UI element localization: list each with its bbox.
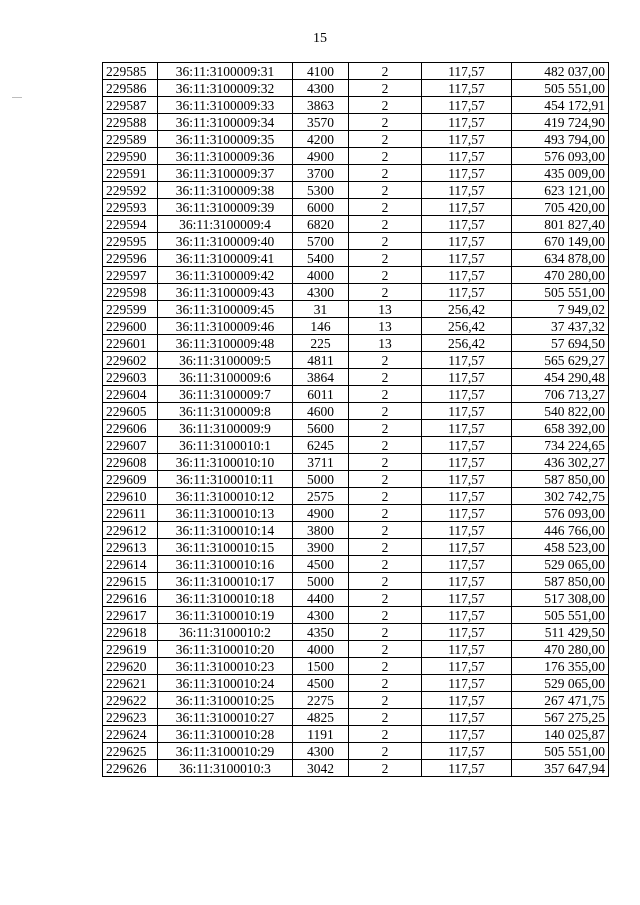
cadastral-number-cell: 36:11:3100009:7 [158, 386, 293, 403]
cadastral-value-cell: 587 850,00 [512, 471, 609, 488]
table-row [103, 97, 609, 114]
cadastral-number-cell: 36:11:3100009:9 [158, 420, 293, 437]
area-cell: 4825 [293, 709, 349, 726]
group-cell: 2 [349, 114, 422, 131]
cadastral-value-cell: 511 429,50 [512, 624, 609, 641]
table-row [103, 165, 609, 182]
area-cell: 1500 [293, 658, 349, 675]
cadastral-number-cell: 36:11:3100010:13 [158, 505, 293, 522]
cadastral-number-cell: 36:11:3100009:4 [158, 216, 293, 233]
table-row [103, 641, 609, 658]
table-row [103, 267, 609, 284]
row-number-cell: 229587 [103, 97, 158, 114]
specific-value-cell: 117,57 [422, 539, 512, 556]
area-cell: 4500 [293, 556, 349, 573]
table-row [103, 233, 609, 250]
row-number-cell: 229597 [103, 267, 158, 284]
specific-value-cell: 117,57 [422, 148, 512, 165]
cadastral-number-cell: 36:11:3100009:34 [158, 114, 293, 131]
table-row [103, 556, 609, 573]
table-row [103, 454, 609, 471]
area-cell: 4300 [293, 80, 349, 97]
row-number-cell: 229596 [103, 250, 158, 267]
group-cell: 2 [349, 471, 422, 488]
table-row [103, 352, 609, 369]
cadastral-value-cell: 419 724,90 [512, 114, 609, 131]
cadastral-value-cell: 576 093,00 [512, 505, 609, 522]
cadastral-value-cell: 37 437,32 [512, 318, 609, 335]
specific-value-cell: 117,57 [422, 505, 512, 522]
cadastral-value-cell: 357 647,94 [512, 760, 609, 777]
cadastral-number-cell: 36:11:3100009:38 [158, 182, 293, 199]
row-number-cell: 229589 [103, 131, 158, 148]
cadastral-value-cell: 505 551,00 [512, 607, 609, 624]
table-row [103, 284, 609, 301]
group-cell: 2 [349, 437, 422, 454]
cadastral-number-cell: 36:11:3100009:45 [158, 301, 293, 318]
row-number-cell: 229599 [103, 301, 158, 318]
table-row [103, 522, 609, 539]
table-row [103, 63, 609, 80]
group-cell: 2 [349, 148, 422, 165]
cadastral-number-cell: 36:11:3100009:8 [158, 403, 293, 420]
area-cell: 4900 [293, 505, 349, 522]
row-number-cell: 229617 [103, 607, 158, 624]
cadastral-value-cell: 505 551,00 [512, 80, 609, 97]
row-number-cell: 229612 [103, 522, 158, 539]
specific-value-cell: 117,57 [422, 743, 512, 760]
table-row [103, 420, 609, 437]
group-cell: 2 [349, 641, 422, 658]
table-row [103, 437, 609, 454]
area-cell: 4200 [293, 131, 349, 148]
specific-value-cell: 117,57 [422, 131, 512, 148]
area-cell: 3711 [293, 454, 349, 471]
specific-value-cell: 117,57 [422, 97, 512, 114]
cadastral-number-cell: 36:11:3100009:40 [158, 233, 293, 250]
cadastral-value-cell: 623 121,00 [512, 182, 609, 199]
group-cell: 2 [349, 97, 422, 114]
cadastral-value-cell: 446 766,00 [512, 522, 609, 539]
area-cell: 4100 [293, 63, 349, 80]
table-row [103, 114, 609, 131]
group-cell: 2 [349, 420, 422, 437]
area-cell: 5700 [293, 233, 349, 250]
area-cell: 3864 [293, 369, 349, 386]
group-cell: 2 [349, 692, 422, 709]
specific-value-cell: 117,57 [422, 522, 512, 539]
cadastral-value-cell: 57 694,50 [512, 335, 609, 352]
cadastral-value-cell: 517 308,00 [512, 590, 609, 607]
row-number-cell: 229625 [103, 743, 158, 760]
row-number-cell: 229620 [103, 658, 158, 675]
cadastral-number-cell: 36:11:3100010:16 [158, 556, 293, 573]
cadastral-number-cell: 36:11:3100010:24 [158, 675, 293, 692]
row-number-cell: 229602 [103, 352, 158, 369]
cadastral-value-cell: 267 471,75 [512, 692, 609, 709]
area-cell: 2575 [293, 488, 349, 505]
cadastral-number-cell: 36:11:3100010:11 [158, 471, 293, 488]
group-cell: 2 [349, 505, 422, 522]
area-cell: 4811 [293, 352, 349, 369]
group-cell: 13 [349, 318, 422, 335]
table-row [103, 131, 609, 148]
scan-margin-mark [12, 97, 22, 98]
area-cell: 6000 [293, 199, 349, 216]
cadastral-number-cell: 36:11:3100009:6 [158, 369, 293, 386]
area-cell: 3700 [293, 165, 349, 182]
specific-value-cell: 117,57 [422, 437, 512, 454]
row-number-cell: 229591 [103, 165, 158, 182]
specific-value-cell: 117,57 [422, 590, 512, 607]
row-number-cell: 229618 [103, 624, 158, 641]
specific-value-cell: 117,57 [422, 63, 512, 80]
group-cell: 2 [349, 590, 422, 607]
cadastral-number-cell: 36:11:3100009:41 [158, 250, 293, 267]
area-cell: 4900 [293, 148, 349, 165]
table-row [103, 607, 609, 624]
cadastral-number-cell: 36:11:3100010:17 [158, 573, 293, 590]
area-cell: 3800 [293, 522, 349, 539]
area-cell: 4350 [293, 624, 349, 641]
group-cell: 2 [349, 760, 422, 777]
row-number-cell: 229611 [103, 505, 158, 522]
group-cell: 2 [349, 199, 422, 216]
row-number-cell: 229604 [103, 386, 158, 403]
specific-value-cell: 117,57 [422, 386, 512, 403]
row-number-cell: 229598 [103, 284, 158, 301]
area-cell: 4300 [293, 607, 349, 624]
group-cell: 2 [349, 403, 422, 420]
area-cell: 5000 [293, 573, 349, 590]
table-body [103, 63, 609, 777]
specific-value-cell: 117,57 [422, 658, 512, 675]
cadastral-value-cell: 470 280,00 [512, 641, 609, 658]
cadastral-value-cell: 634 878,00 [512, 250, 609, 267]
table-row [103, 318, 609, 335]
specific-value-cell: 117,57 [422, 556, 512, 573]
specific-value-cell: 117,57 [422, 216, 512, 233]
group-cell: 2 [349, 675, 422, 692]
specific-value-cell: 117,57 [422, 760, 512, 777]
table-row [103, 539, 609, 556]
row-number-cell: 229607 [103, 437, 158, 454]
cadastral-value-cell: 482 037,00 [512, 63, 609, 80]
cadastral-number-cell: 36:11:3100009:43 [158, 284, 293, 301]
area-cell: 5600 [293, 420, 349, 437]
group-cell: 2 [349, 80, 422, 97]
row-number-cell: 229614 [103, 556, 158, 573]
cadastral-value-cell: 734 224,65 [512, 437, 609, 454]
specific-value-cell: 117,57 [422, 726, 512, 743]
row-number-cell: 229605 [103, 403, 158, 420]
area-cell: 6011 [293, 386, 349, 403]
specific-value-cell: 117,57 [422, 165, 512, 182]
cadastral-value-cell: 567 275,25 [512, 709, 609, 726]
row-number-cell: 229592 [103, 182, 158, 199]
row-number-cell: 229616 [103, 590, 158, 607]
row-number-cell: 229610 [103, 488, 158, 505]
cadastral-number-cell: 36:11:3100010:27 [158, 709, 293, 726]
cadastral-number-cell: 36:11:3100009:37 [158, 165, 293, 182]
row-number-cell: 229613 [103, 539, 158, 556]
table-row [103, 624, 609, 641]
cadastral-value-cell: 302 742,75 [512, 488, 609, 505]
group-cell: 2 [349, 216, 422, 233]
cadastral-number-cell: 36:11:3100010:28 [158, 726, 293, 743]
group-cell: 2 [349, 454, 422, 471]
table-row [103, 199, 609, 216]
specific-value-cell: 117,57 [422, 471, 512, 488]
cadastral-value-cell: 658 392,00 [512, 420, 609, 437]
specific-value-cell: 117,57 [422, 267, 512, 284]
specific-value-cell: 117,57 [422, 675, 512, 692]
group-cell: 2 [349, 607, 422, 624]
cadastral-number-cell: 36:11:3100010:15 [158, 539, 293, 556]
specific-value-cell: 117,57 [422, 80, 512, 97]
area-cell: 4000 [293, 641, 349, 658]
specific-value-cell: 117,57 [422, 624, 512, 641]
table-row [103, 403, 609, 420]
cadastral-value-cell: 706 713,27 [512, 386, 609, 403]
cadastral-number-cell: 36:11:3100009:46 [158, 318, 293, 335]
group-cell: 2 [349, 539, 422, 556]
group-cell: 2 [349, 63, 422, 80]
area-cell: 6245 [293, 437, 349, 454]
table-row [103, 250, 609, 267]
cadastral-number-cell: 36:11:3100010:1 [158, 437, 293, 454]
row-number-cell: 229594 [103, 216, 158, 233]
cadastral-value-cell: 670 149,00 [512, 233, 609, 250]
group-cell: 2 [349, 726, 422, 743]
table-row [103, 726, 609, 743]
area-cell: 1191 [293, 726, 349, 743]
cadastral-value-cell: 565 629,27 [512, 352, 609, 369]
table-row [103, 488, 609, 505]
group-cell: 2 [349, 488, 422, 505]
cadastral-value-cell: 140 025,87 [512, 726, 609, 743]
row-number-cell: 229588 [103, 114, 158, 131]
table-row [103, 216, 609, 233]
row-number-cell: 229603 [103, 369, 158, 386]
cadastral-number-cell: 36:11:3100010:29 [158, 743, 293, 760]
cadastral-value-table [102, 62, 609, 777]
group-cell: 2 [349, 658, 422, 675]
cadastral-number-cell: 36:11:3100009:42 [158, 267, 293, 284]
group-cell: 13 [349, 301, 422, 318]
table-row [103, 658, 609, 675]
cadastral-number-cell: 36:11:3100010:25 [158, 692, 293, 709]
specific-value-cell: 117,57 [422, 182, 512, 199]
specific-value-cell: 117,57 [422, 420, 512, 437]
cadastral-value-cell: 705 420,00 [512, 199, 609, 216]
group-cell: 2 [349, 556, 422, 573]
table-row [103, 369, 609, 386]
cadastral-number-cell: 36:11:3100010:14 [158, 522, 293, 539]
row-number-cell: 229590 [103, 148, 158, 165]
area-cell: 31 [293, 301, 349, 318]
row-number-cell: 229609 [103, 471, 158, 488]
table-row [103, 386, 609, 403]
area-cell: 5000 [293, 471, 349, 488]
specific-value-cell: 117,57 [422, 250, 512, 267]
table-row [103, 505, 609, 522]
specific-value-cell: 117,57 [422, 641, 512, 658]
table-row [103, 471, 609, 488]
group-cell: 2 [349, 233, 422, 250]
group-cell: 2 [349, 522, 422, 539]
group-cell: 2 [349, 369, 422, 386]
specific-value-cell: 117,57 [422, 369, 512, 386]
table-row [103, 760, 609, 777]
cadastral-number-cell: 36:11:3100010:2 [158, 624, 293, 641]
table-row [103, 148, 609, 165]
cadastral-value-cell: 529 065,00 [512, 675, 609, 692]
row-number-cell: 229601 [103, 335, 158, 352]
specific-value-cell: 256,42 [422, 318, 512, 335]
area-cell: 4000 [293, 267, 349, 284]
cadastral-value-cell: 470 280,00 [512, 267, 609, 284]
row-number-cell: 229593 [103, 199, 158, 216]
area-cell: 6820 [293, 216, 349, 233]
cadastral-number-cell: 36:11:3100009:39 [158, 199, 293, 216]
area-cell: 146 [293, 318, 349, 335]
cadastral-value-cell: 176 355,00 [512, 658, 609, 675]
group-cell: 2 [349, 709, 422, 726]
area-cell: 5400 [293, 250, 349, 267]
table-row [103, 573, 609, 590]
group-cell: 2 [349, 624, 422, 641]
cadastral-value-cell: 576 093,00 [512, 148, 609, 165]
cadastral-value-cell: 529 065,00 [512, 556, 609, 573]
specific-value-cell: 256,42 [422, 335, 512, 352]
row-number-cell: 229624 [103, 726, 158, 743]
cadastral-number-cell: 36:11:3100010:18 [158, 590, 293, 607]
group-cell: 2 [349, 386, 422, 403]
cadastral-number-cell: 36:11:3100009:35 [158, 131, 293, 148]
table-row [103, 182, 609, 199]
area-cell: 3570 [293, 114, 349, 131]
row-number-cell: 229606 [103, 420, 158, 437]
area-cell: 225 [293, 335, 349, 352]
group-cell: 2 [349, 743, 422, 760]
cadastral-value-cell: 7 949,02 [512, 301, 609, 318]
table-row [103, 692, 609, 709]
table-row [103, 709, 609, 726]
row-number-cell: 229585 [103, 63, 158, 80]
row-number-cell: 229595 [103, 233, 158, 250]
area-cell: 4500 [293, 675, 349, 692]
group-cell: 13 [349, 335, 422, 352]
area-cell: 2275 [293, 692, 349, 709]
row-number-cell: 229615 [103, 573, 158, 590]
specific-value-cell: 256,42 [422, 301, 512, 318]
row-number-cell: 229626 [103, 760, 158, 777]
cadastral-number-cell: 36:11:3100009:48 [158, 335, 293, 352]
row-number-cell: 229600 [103, 318, 158, 335]
cadastral-value-cell: 436 302,27 [512, 454, 609, 471]
area-cell: 4400 [293, 590, 349, 607]
table-row [103, 80, 609, 97]
row-number-cell: 229622 [103, 692, 158, 709]
group-cell: 2 [349, 267, 422, 284]
row-number-cell: 229621 [103, 675, 158, 692]
cadastral-number-cell: 36:11:3100010:23 [158, 658, 293, 675]
cadastral-value-cell: 454 290,48 [512, 369, 609, 386]
specific-value-cell: 117,57 [422, 573, 512, 590]
area-cell: 4300 [293, 284, 349, 301]
specific-value-cell: 117,57 [422, 607, 512, 624]
cadastral-value-cell: 505 551,00 [512, 743, 609, 760]
table-row [103, 743, 609, 760]
specific-value-cell: 117,57 [422, 233, 512, 250]
table-row [103, 335, 609, 352]
cadastral-value-cell: 435 009,00 [512, 165, 609, 182]
cadastral-value-cell: 454 172,91 [512, 97, 609, 114]
page-number: 15 [313, 31, 327, 46]
area-cell: 3042 [293, 760, 349, 777]
specific-value-cell: 117,57 [422, 692, 512, 709]
cadastral-number-cell: 36:11:3100009:31 [158, 63, 293, 80]
specific-value-cell: 117,57 [422, 709, 512, 726]
cadastral-number-cell: 36:11:3100010:3 [158, 760, 293, 777]
group-cell: 2 [349, 284, 422, 301]
table-row [103, 301, 609, 318]
group-cell: 2 [349, 573, 422, 590]
group-cell: 2 [349, 352, 422, 369]
group-cell: 2 [349, 182, 422, 199]
table-row [103, 590, 609, 607]
row-number-cell: 229623 [103, 709, 158, 726]
cadastral-value-cell: 540 822,00 [512, 403, 609, 420]
cadastral-number-cell: 36:11:3100009:32 [158, 80, 293, 97]
specific-value-cell: 117,57 [422, 284, 512, 301]
cadastral-number-cell: 36:11:3100010:12 [158, 488, 293, 505]
specific-value-cell: 117,57 [422, 352, 512, 369]
cadastral-value-cell: 801 827,40 [512, 216, 609, 233]
specific-value-cell: 117,57 [422, 454, 512, 471]
specific-value-cell: 117,57 [422, 199, 512, 216]
cadastral-number-cell: 36:11:3100010:19 [158, 607, 293, 624]
specific-value-cell: 117,57 [422, 488, 512, 505]
table-row [103, 675, 609, 692]
group-cell: 2 [349, 165, 422, 182]
cadastral-number-cell: 36:11:3100009:5 [158, 352, 293, 369]
cadastral-number-cell: 36:11:3100010:10 [158, 454, 293, 471]
specific-value-cell: 117,57 [422, 114, 512, 131]
row-number-cell: 229619 [103, 641, 158, 658]
row-number-cell: 229586 [103, 80, 158, 97]
specific-value-cell: 117,57 [422, 403, 512, 420]
cadastral-number-cell: 36:11:3100009:33 [158, 97, 293, 114]
cadastral-number-cell: 36:11:3100010:20 [158, 641, 293, 658]
area-cell: 5300 [293, 182, 349, 199]
group-cell: 2 [349, 131, 422, 148]
cadastral-value-cell: 493 794,00 [512, 131, 609, 148]
cadastral-value-cell: 505 551,00 [512, 284, 609, 301]
area-cell: 3863 [293, 97, 349, 114]
cadastral-number-cell: 36:11:3100009:36 [158, 148, 293, 165]
area-cell: 3900 [293, 539, 349, 556]
row-number-cell: 229608 [103, 454, 158, 471]
cadastral-value-cell: 587 850,00 [512, 573, 609, 590]
group-cell: 2 [349, 250, 422, 267]
area-cell: 4300 [293, 743, 349, 760]
cadastral-value-cell: 458 523,00 [512, 539, 609, 556]
area-cell: 4600 [293, 403, 349, 420]
